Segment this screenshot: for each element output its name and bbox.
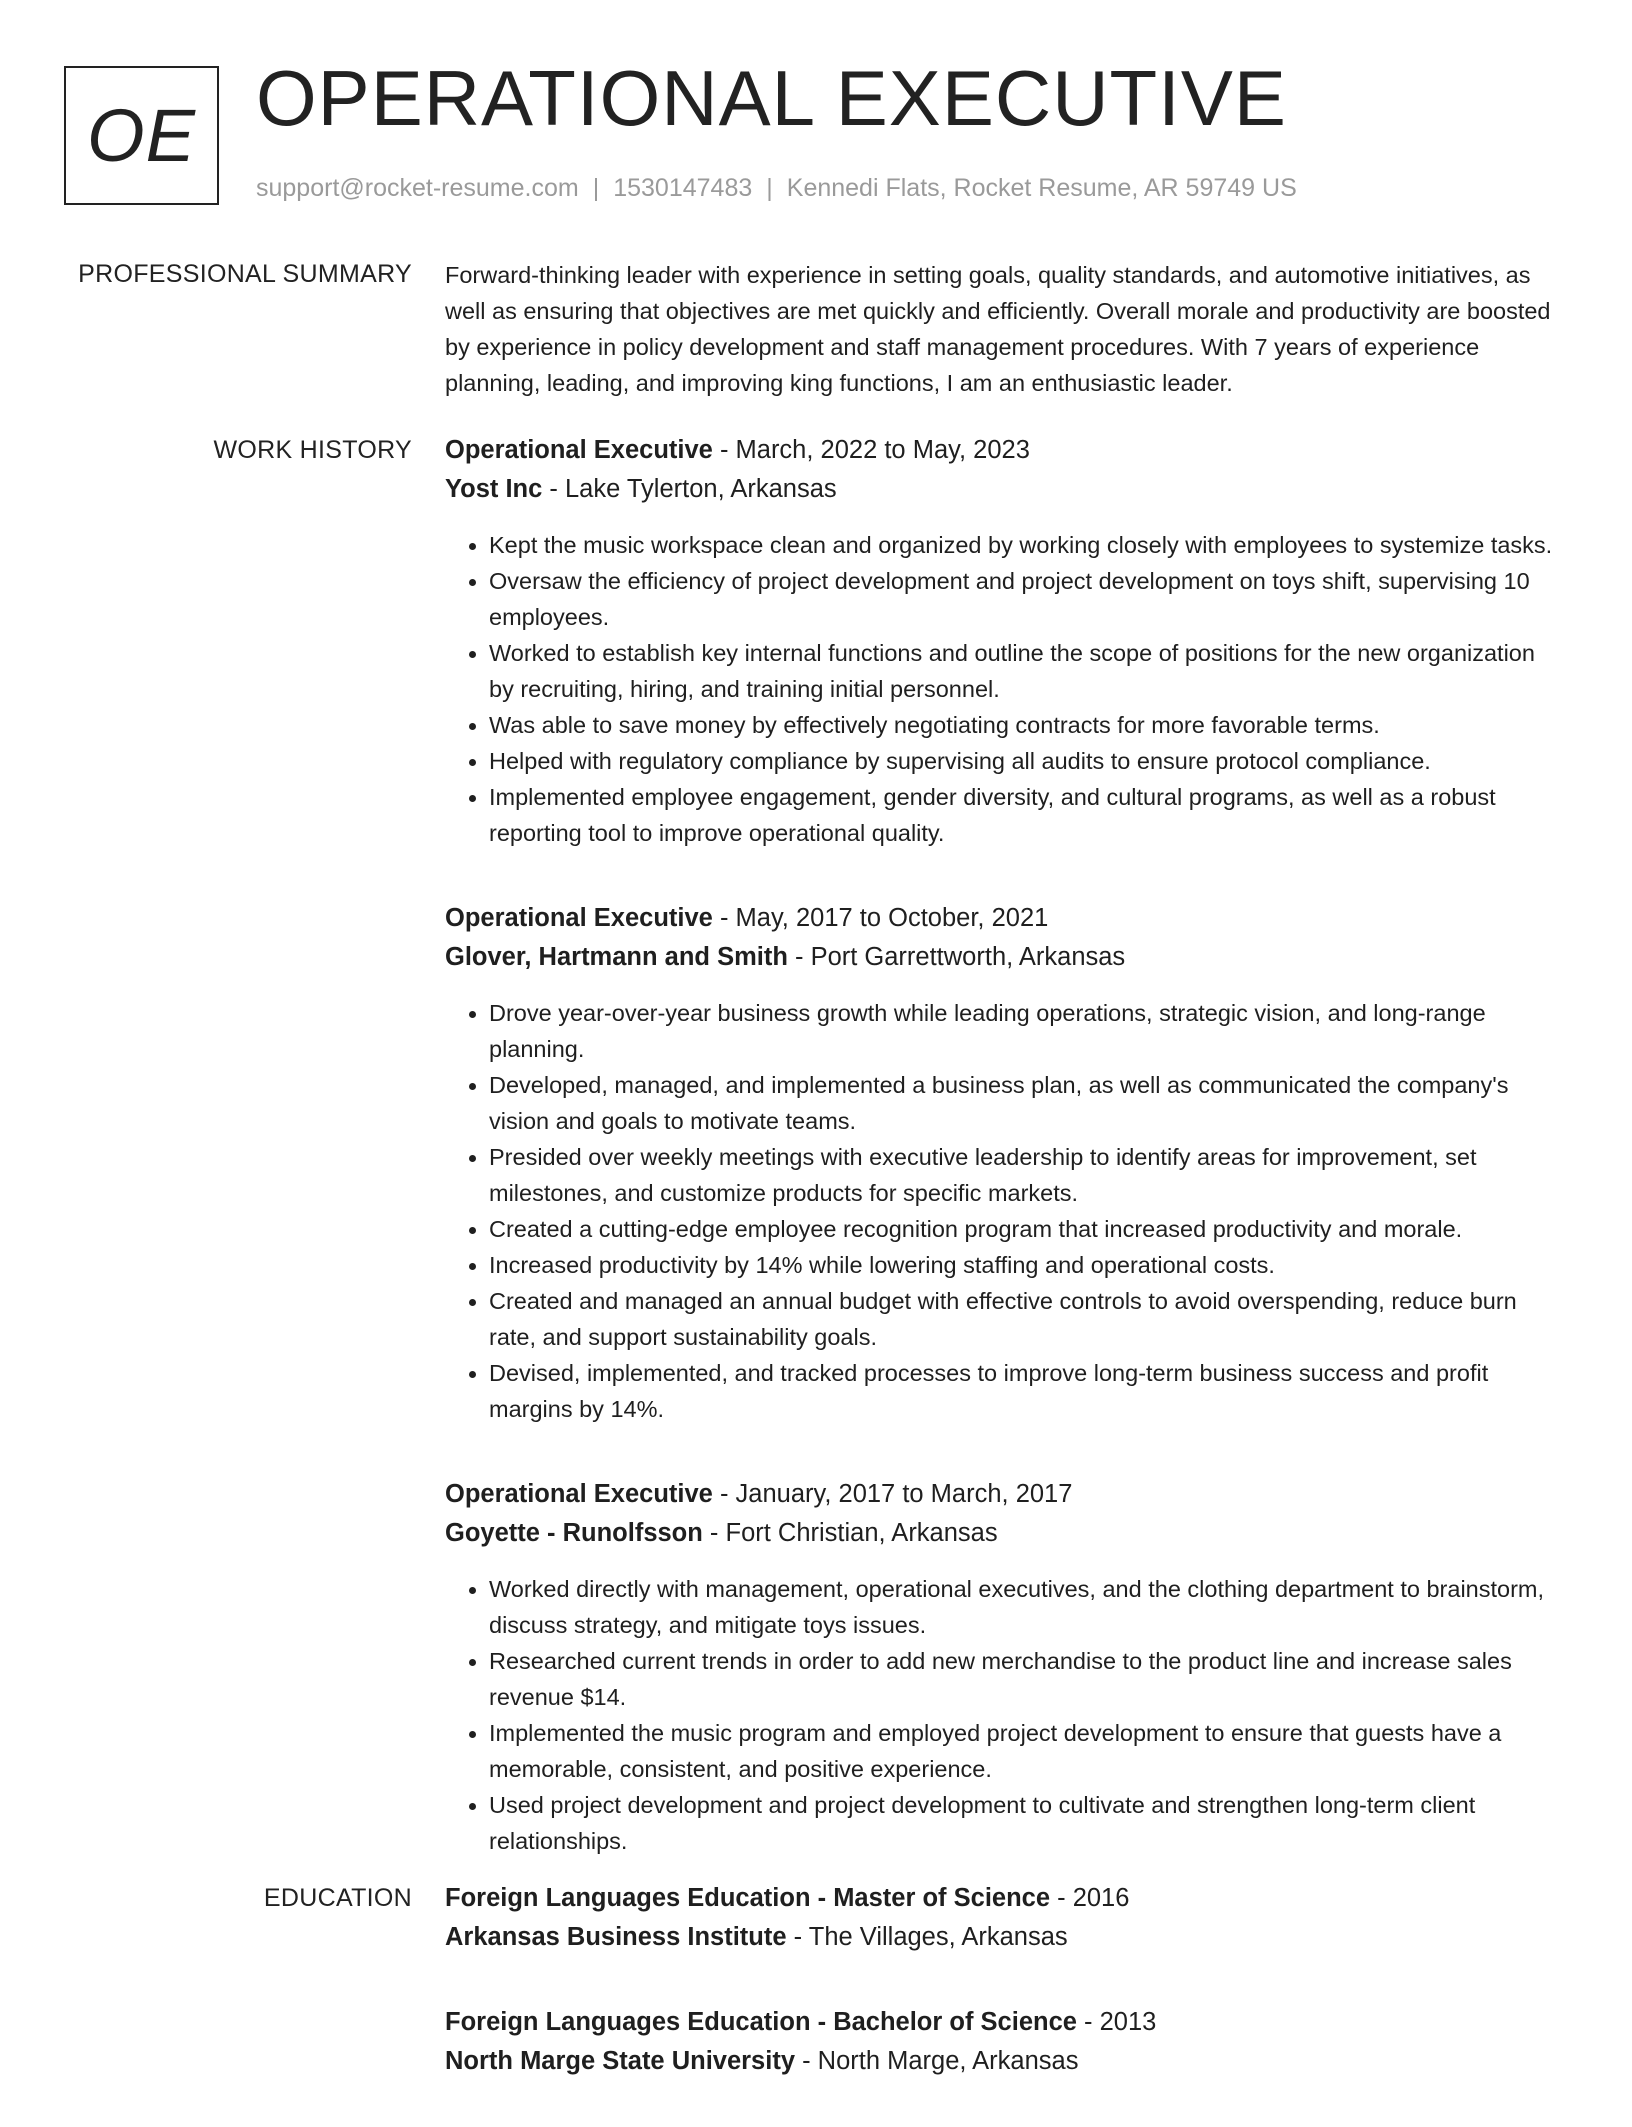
job-company-line [445, 1514, 1565, 1553]
section-label-work-history: WORK HISTORY [213, 436, 412, 464]
job-dates: - May, 2017 to October, 2021 [712, 904, 1049, 932]
education-school-line [445, 1918, 1565, 1957]
job-bullet: • Helped with regulatory compliance by supervising all audits to ensure protocol compliance. [489, 743, 1565, 779]
job-title: Operational Executive [445, 436, 713, 464]
job-bullet: • Worked directly with management, operational executives, and the clothing department to brainstorm, discuss strategy, and mitigate toys issues. [489, 1571, 1565, 1643]
section-label-education: EDUCATION [263, 1884, 412, 1912]
job-title-line [445, 431, 1565, 470]
job-location: - Port Garrettworth, Arkansas [787, 943, 1126, 971]
contact-separator: | [592, 174, 600, 202]
candidate-name: OPERATIONAL EXECUTIVE [256, 54, 1287, 142]
job-bullet: • Oversaw the efficiency of project development and project development on toys shift, supervising 10 employees. [489, 563, 1565, 635]
job-bullet-list [445, 527, 1565, 851]
job-bullet: • Used project development and project development to cultivate and strengthen long-term client relationships. [489, 1787, 1565, 1859]
work-history-section [445, 431, 1565, 1907]
job-company: Glover, Hartmann and Smith [445, 943, 788, 971]
job-bullet: • Implemented employee engagement, gender diversity, and cultural programs, as well as a robust reporting tool to improve operational quality. [489, 779, 1565, 851]
job-company: Goyette - Runolfsson [445, 1519, 703, 1547]
education-year: - 2013 [1076, 2008, 1157, 2036]
job-bullet: • Implemented the music program and employed project development to ensure that guests have a memorable, consistent, and positive experience. [489, 1715, 1565, 1787]
education-section [445, 1879, 1565, 2127]
education-year: - 2016 [1050, 1884, 1130, 1912]
job-bullet: • Increased productivity by 14% while lowering staffing and operational costs. [489, 1247, 1565, 1283]
job-bullet: • Created and managed an annual budget with effective controls to avoid overspending, reduce burn rate, and support sustainability goals. [489, 1283, 1565, 1355]
contact-email[interactable]: support@rocket-resume.com [256, 174, 579, 202]
education-location: - The Villages, Arkansas [786, 1923, 1068, 1951]
job-title: Operational Executive [445, 904, 713, 932]
monogram-badge: OE [64, 66, 219, 205]
job-bullet-list [445, 995, 1565, 1427]
job-bullet: • Devised, implemented, and tracked processes to improve long-term business success and profit margins by 14%. [489, 1355, 1565, 1427]
job-bullet: • Was able to save money by effectively negotiating contracts for more favorable terms. [489, 707, 1565, 743]
education-location: - North Marge, Arkansas [795, 2047, 1079, 2075]
job-entry [445, 431, 1565, 851]
education-school: North Marge State University [445, 2047, 796, 2075]
education-degree-line [445, 1879, 1565, 1918]
summary-text: Forward-thinking leader with experience in setting goals, quality standards, and automotive initiatives, as well as ensuring that objectives are met quickly and efficiently. Overall morale and productivity are boosted by experience in policy development and staff management procedures. With 7 years of experience planning, leading, and improving king functions, I am an enthusiastic leader. [445, 262, 1551, 396]
job-bullet: • Kept the music workspace clean and organized by working closely with employees to systemize tasks. [489, 527, 1565, 563]
education-degree: Foreign Languages Education - Bachelor of Science [445, 2008, 1077, 2036]
job-dates: - March, 2022 to May, 2023 [712, 436, 1030, 464]
job-title: Operational Executive [445, 1480, 713, 1508]
job-company-line [445, 470, 1565, 509]
job-bullet: • Presided over weekly meetings with executive leadership to identify areas for improvement, set milestones, and customize products for specific markets. [489, 1139, 1565, 1211]
education-entry [445, 2003, 1565, 2081]
contact-separator: | [766, 174, 773, 202]
job-bullet-list [445, 1571, 1565, 1859]
job-bullet: • Worked to establish key internal functions and outline the scope of positions for the new organization by recruiting, hiring, and training initial personnel. [489, 635, 1565, 707]
job-company: Yost Inc [445, 475, 543, 503]
education-entry [445, 1879, 1565, 1957]
contact-line [256, 174, 1297, 203]
education-degree: Foreign Languages Education - Master of Science [445, 1884, 1051, 1912]
job-title-line [445, 1475, 1565, 1514]
job-bullet: • Developed, managed, and implemented a business plan, as well as communicated the company's vision and goals to motivate teams. [489, 1067, 1565, 1139]
job-title-line [445, 899, 1565, 938]
job-dates: - January, 2017 to March, 2017 [712, 1480, 1073, 1508]
job-company-line [445, 938, 1565, 977]
job-entry [445, 899, 1565, 1427]
contact-address: Kennedi Flats, Rocket Resume, AR 59749 US [786, 174, 1297, 202]
job-bullet: • Drove year-over-year business growth while leading operations, strategic vision, and long-range planning. [489, 995, 1565, 1067]
job-location: - Fort Christian, Arkansas [702, 1519, 998, 1547]
section-label-summary: PROFESSIONAL SUMMARY [78, 260, 412, 288]
summary-section [445, 257, 1565, 401]
contact-phone[interactable]: 1530147483 [613, 174, 753, 202]
job-entry [445, 1475, 1565, 1859]
education-degree-line [445, 2003, 1565, 2042]
education-school-line [445, 2042, 1565, 2081]
education-school: Arkansas Business Institute [445, 1923, 787, 1951]
job-location: - Lake Tylerton, Arkansas [542, 475, 837, 503]
job-bullet: • Researched current trends in order to add new merchandise to the product line and increase sales revenue $14. [489, 1643, 1565, 1715]
job-bullet: • Created a cutting-edge employee recognition program that increased productivity and morale. [489, 1211, 1565, 1247]
